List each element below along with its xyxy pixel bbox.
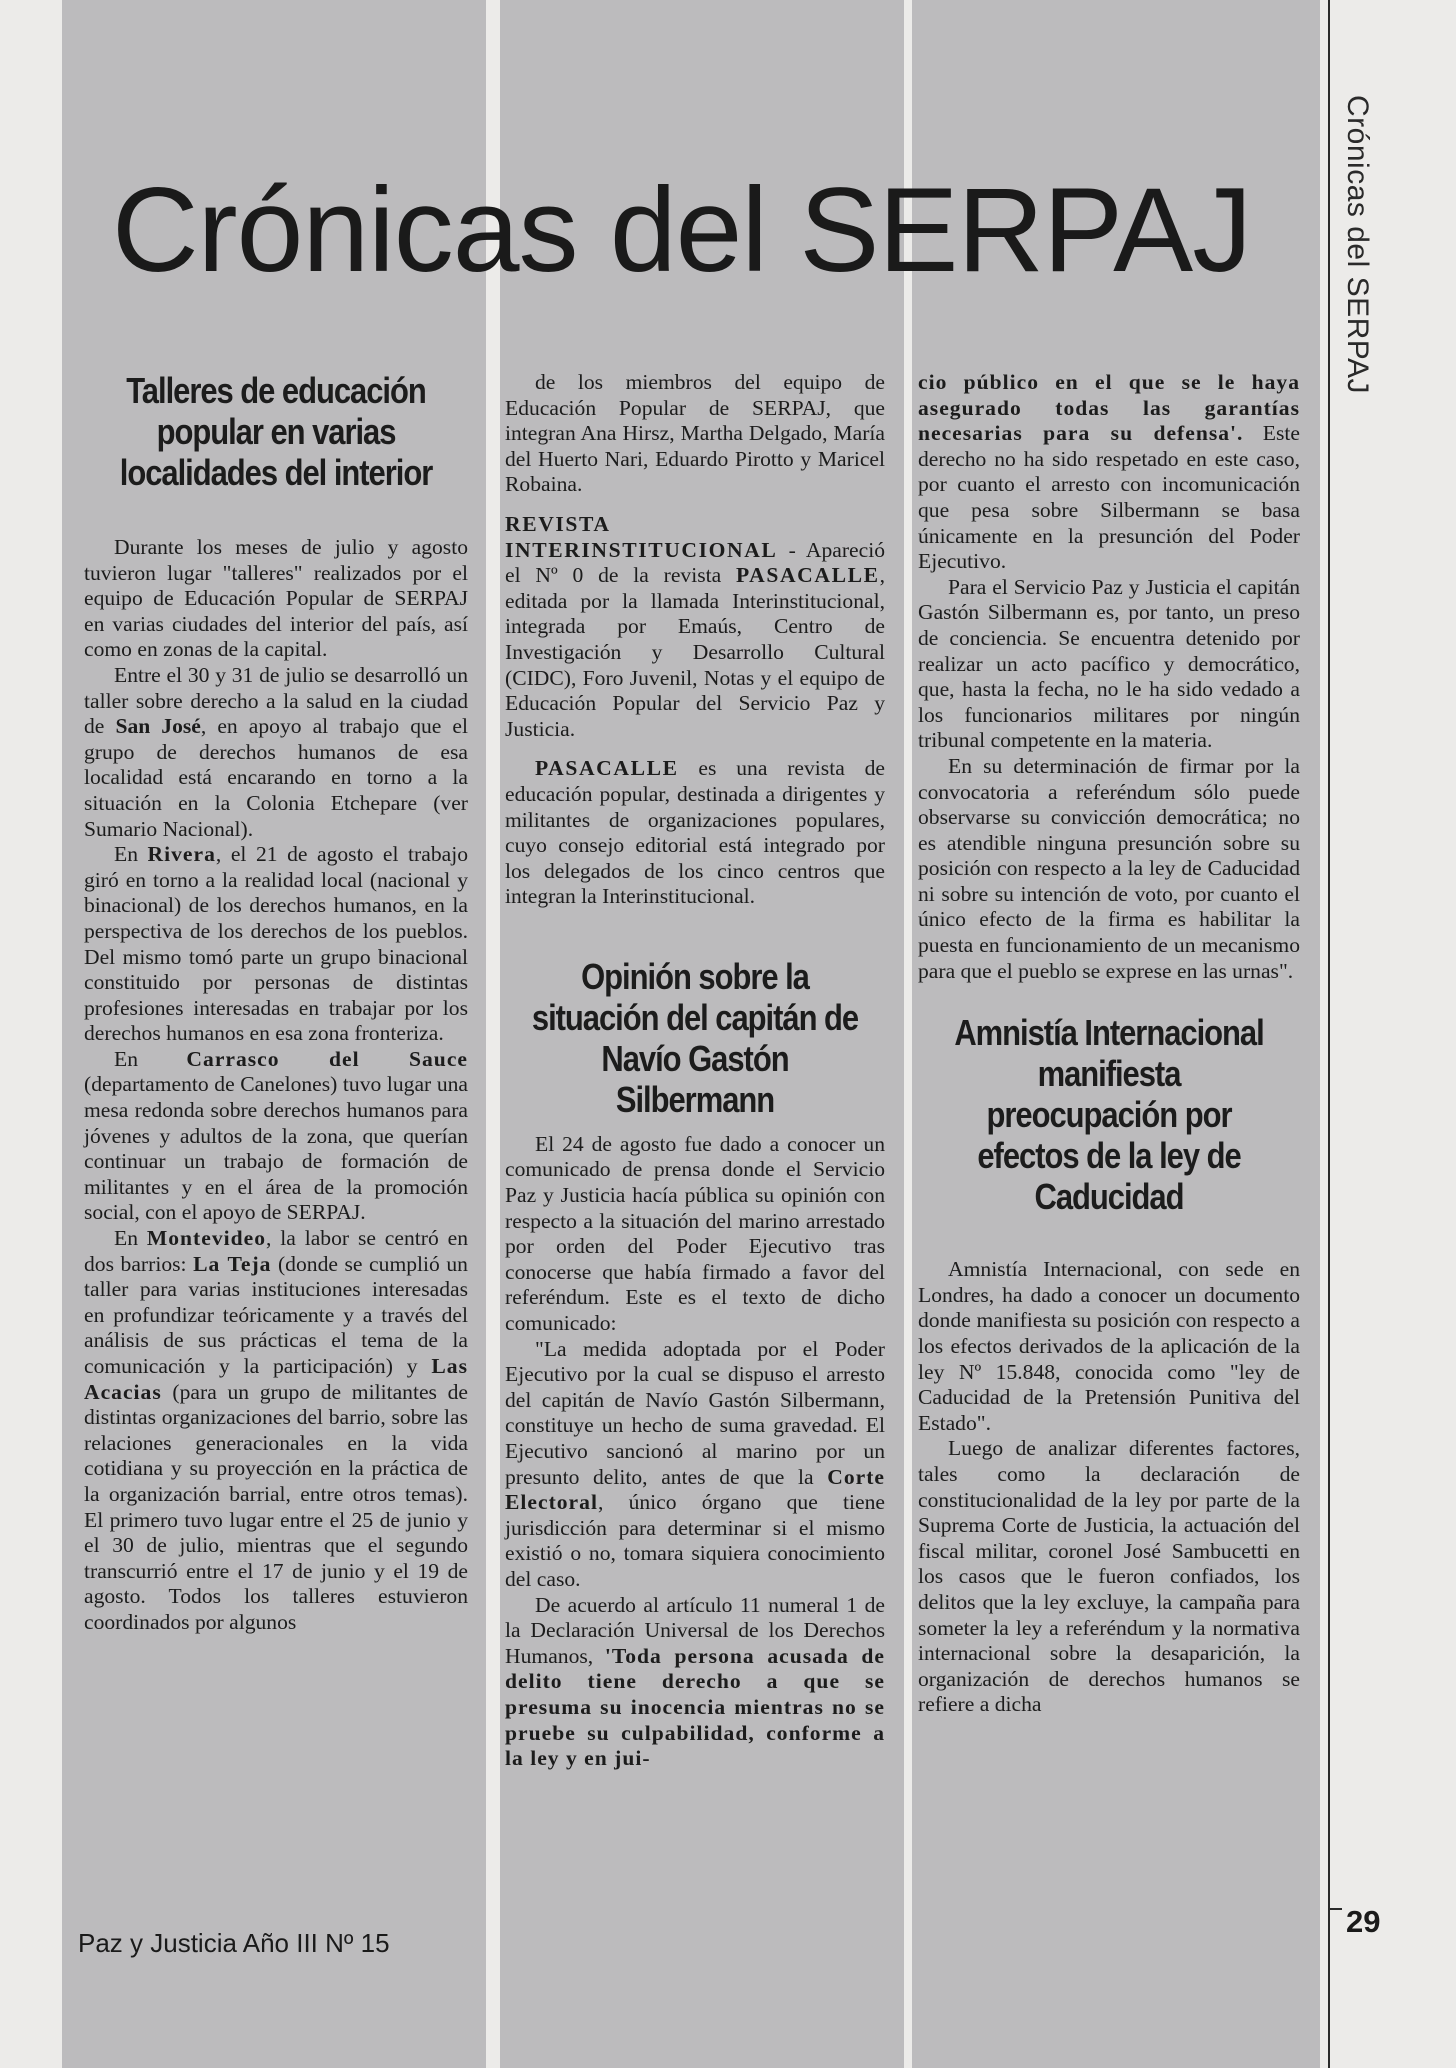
paragraph: Durante los meses de julio y agosto tuvieron lugar "talleres" realizados por el equipo de Educación Popular de SERPAJ en varias ciudades del interior del país, así como en zonas de la capital.: [84, 535, 468, 662]
page-number: 29: [1346, 1904, 1381, 1939]
paragraph: PASACALLE es una revista de educación popular, destinada a dirigentes y militantes de organizaciones populares, cuyo consejo editorial está integrado por los delegados de los cinco centros que integran la Interinstitucional.: [505, 756, 885, 909]
article-column-1: [84, 370, 468, 1636]
page-title: Crónicas del SERPAJ: [112, 163, 1252, 297]
paragraph: Luego de analizar diferentes factores, tales como la declaración de constitucionalidad de la ley por parte de la Suprema Corte de Justicia, la actuación del fiscal militar, coronel José Sambucetti en los casos que le fueron confiados, los delitos que la ley excluye, la campaña para someter la ley a referéndum y la normativa internacional sobre la desaparición, la organización de derechos humanos se refiere a dicha: [918, 1436, 1300, 1717]
margin-rule: [1328, 0, 1330, 2068]
paragraph: cio público en el que se le haya asegurado todas las garantías necesarias para su defensa'. Este derecho no ha sido respetado en este caso, por cuanto el arresto con incomunicación que pesa sobre Silbermann se basa únicamente en la presunción del Poder Ejecutivo.: [918, 370, 1300, 574]
paragraph: Entre el 30 y 31 de julio se desarrolló un taller sobre derecho a la salud en la ciudad de San José, en apoyo al trabajo que el grupo de derechos humanos de esa localidad está encarando en torno a la situación en la Colonia Etchepare (ver Sumario Nacional).: [84, 662, 469, 841]
paragraph: de los miembros del equipo de Educación Popular de SERPAJ, que integran Ana Hirsz, Martha Delgado, María del Huerto Nari, Eduardo Pirotto y Maricel Robaina.: [505, 370, 885, 497]
paragraph: REVISTA INTERINSTITUCIONAL - Apareció el Nº 0 de la revista PASACALLE, editada por la llamada Interinstitucional, integrada por Emaús, Centro de Investigación y Desarrollo Cultural (CIDC), Foro Juvenil, Notas y el equipo de Educación Popular del Servicio Paz y Justicia.: [505, 511, 885, 741]
paragraph: "La medida adoptada por el Poder Ejecutivo por la cual se dispuso el arresto del capitán de Navío Gastón Silbermann, constituye un hecho de suma gravedad. El Ejecutivo sancionó al marino por un presunto delito, antes de que la Corte Electoral, único órgano que tiene jurisdicción para determinar si el mismo existió o no, tomara siquiera conocimiento del caso.: [505, 1336, 885, 1591]
paragraph: El 24 de agosto fue dado a conocer un comunicado de prensa donde el Servicio Paz y Justicia hacía pública su opinión con respecto a la situación del marino arrestado por orden del Poder Ejecutivo tras conocerse que había firmado a favor del referéndum. Este es el texto de dicho comunicado:: [505, 1131, 885, 1336]
article-column-3: [918, 370, 1300, 1718]
article-heading-amnistia: Amnistía Internacional manifiesta preocupación por efectos de la ley de Caducidad: [954, 1012, 1264, 1218]
article-column-2: [505, 370, 885, 1772]
paragraph: En Montevideo, la labor se centró en dos barrios: La Teja (donde se cumplió un taller para varias instituciones interesadas en profundizar teóricamente y a través del análisis de sus prácticas el tema de la comunicación y la participación) y Las Acacias (para un grupo de militantes de distintas organizaciones del barrio, sobre las relaciones generacionales en la vida cotidiana y su proyección en la práctica de la organización barrial, entre otros temas). El primero tuvo lugar entre el 25 de junio y el 30 de julio, mientras que el segundo transcurrió entre el 17 de junio y el 19 de agosto. Todos los talleres estuvieron coordinados por algunos: [84, 1226, 468, 1634]
side-running-title: Crónicas del SERPAJ: [1341, 95, 1374, 395]
paragraph: En su determinación de firmar por la convocatoria a referéndum sólo puede observarse su convicción democrática; no es atendible ninguna presunción sobre su posición con respecto a la ley de Caducidad ni sobre su intención de voto, por cuanto el único efecto de la firma es habilitar la puesta en funcionamiento de un mecanismo para que el pueblo se exprese en las urnas".: [918, 753, 1300, 983]
page-number-rule: [1328, 1908, 1342, 1910]
paragraph: Amnistía Internacional, con sede en Londres, ha dado a conocer un documento donde manifiesta su posición con respecto a los efectos derivados de la aplicación de la ley Nº 15.848, conocida como "ley de Caducidad de la Pretensión Punitiva del Estado".: [918, 1257, 1300, 1435]
article-heading-silbermann: Opinión sobre la situación del capitán de Navío Gastón Silbermann: [531, 955, 859, 1120]
footer-publication: Paz y Justicia Año III Nº 15: [78, 1928, 390, 1958]
paragraph: En Rivera, el 21 de agosto el trabajo giró en torno a la realidad local (nacional y binacional) de los derechos humanos, en la perspectiva de los derechos de los pueblos. Del mismo tomó parte un grupo binacional constituido por personas de distintas profesiones interesadas en trabajar por los derechos humanos en esa zona fronteriza.: [84, 842, 468, 1046]
paragraph: Para el Servicio Paz y Justicia el capitán Gastón Silbermann es, por tanto, un preso de conciencia. Se encuentra detenido por realizar un acto pacífico y democrático, que, hasta la fecha, no le ha sido vedado a los funcionarios militares por ningún tribunal competente en la materia.: [918, 574, 1300, 753]
paragraph: En Carrasco del Sauce (departamento de Canelones) tuvo lugar una mesa redonda sobre derechos humanos para jóvenes y adultos de la zona, que querían continuar un trabajo de formación de militantes y en el área de la promoción social, con el apoyo de SERPAJ.: [84, 1046, 468, 1225]
paragraph: De acuerdo al artículo 11 numeral 1 de la Declaración Universal de los Derechos Humanos, 'Toda persona acusada de delito tiene derecho a que se presuma su inocencia mientras no se pruebe su culpabilidad, conforme a la ley y en jui-: [505, 1592, 885, 1771]
article-heading-talleres: Talleres de educación popular en varias localidades del interior: [119, 370, 433, 493]
